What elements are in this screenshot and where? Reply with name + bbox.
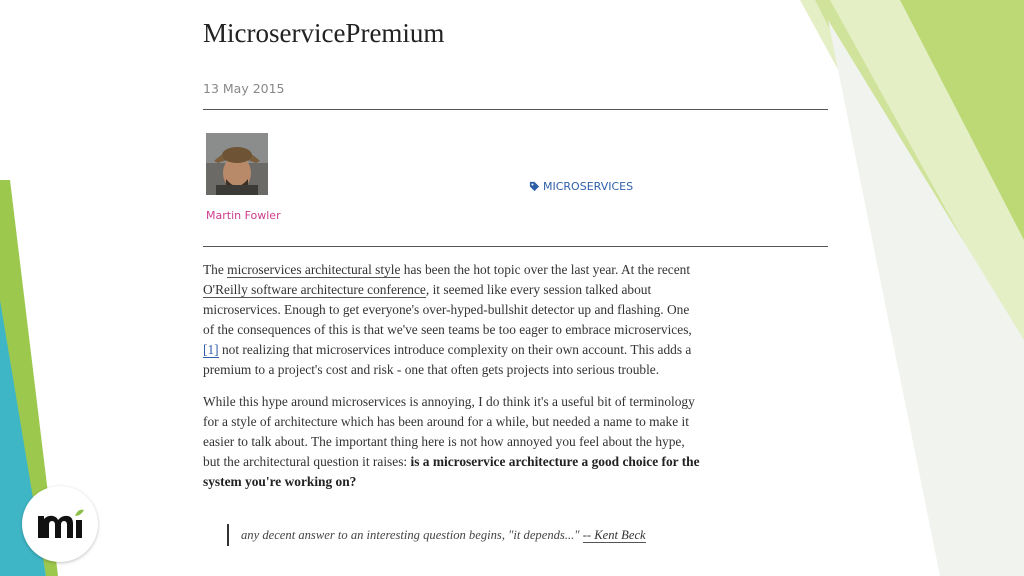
- oreilly-conference-link[interactable]: O'Reilly software architecture conference: [203, 282, 426, 297]
- kent-beck-link[interactable]: -- Kent Beck: [582, 528, 646, 542]
- presentation-logo-icon: [34, 506, 86, 542]
- divider-top: [203, 109, 828, 110]
- publish-date: 13 May 2015: [203, 81, 285, 96]
- footnote-1-link[interactable]: [1]: [203, 342, 219, 357]
- tag-microservices-link[interactable]: [529, 180, 633, 193]
- tag-icon: [529, 181, 540, 192]
- page-title: MicroservicePremium: [203, 18, 445, 48]
- key-question: is a microservice architecture a good choice for the system you're working on?: [203, 454, 700, 489]
- quote-text: any decent answer to an interesting question begins, "it depends...": [241, 528, 583, 542]
- author-photo-icon: [206, 133, 268, 195]
- presentation-logo: [22, 486, 98, 562]
- tag-label: MICROSERVICES: [543, 180, 634, 193]
- paragraph-2: While this hype around microservices is annoying, I do think it's a useful bit of terminology for a style of architecture which has been around for a while, but needed a name to make it easier to talk about. The important thing here is not how annoyed you feel about the hype, but the architectural question it raises: is a microservice architecture a good choice for the system you're working on?: [203, 394, 700, 489]
- microservices-style-link[interactable]: microservices architectural style: [227, 262, 401, 277]
- paragraph-1: The microservices architectural style has been the hot topic over the last year. At the recent O'Reilly software architecture conference, it seemed like every session talked about microservices. Enough to get everyone's over-hyped-bullshit detector up and flashing. One of the consequences of this is that we've seen teams be too eager to embrace microservices, [1] not realizing that microservices introduce complexity on their own account. This adds a premium to a project's cost and risk - one that often gets projects into serious trouble.: [203, 262, 692, 377]
- author-avatar[interactable]: [206, 133, 268, 195]
- author-link[interactable]: Martin Fowler: [206, 209, 281, 222]
- article-body: [203, 260, 703, 504]
- divider-bottom: [203, 246, 828, 247]
- blockquote: [227, 524, 646, 546]
